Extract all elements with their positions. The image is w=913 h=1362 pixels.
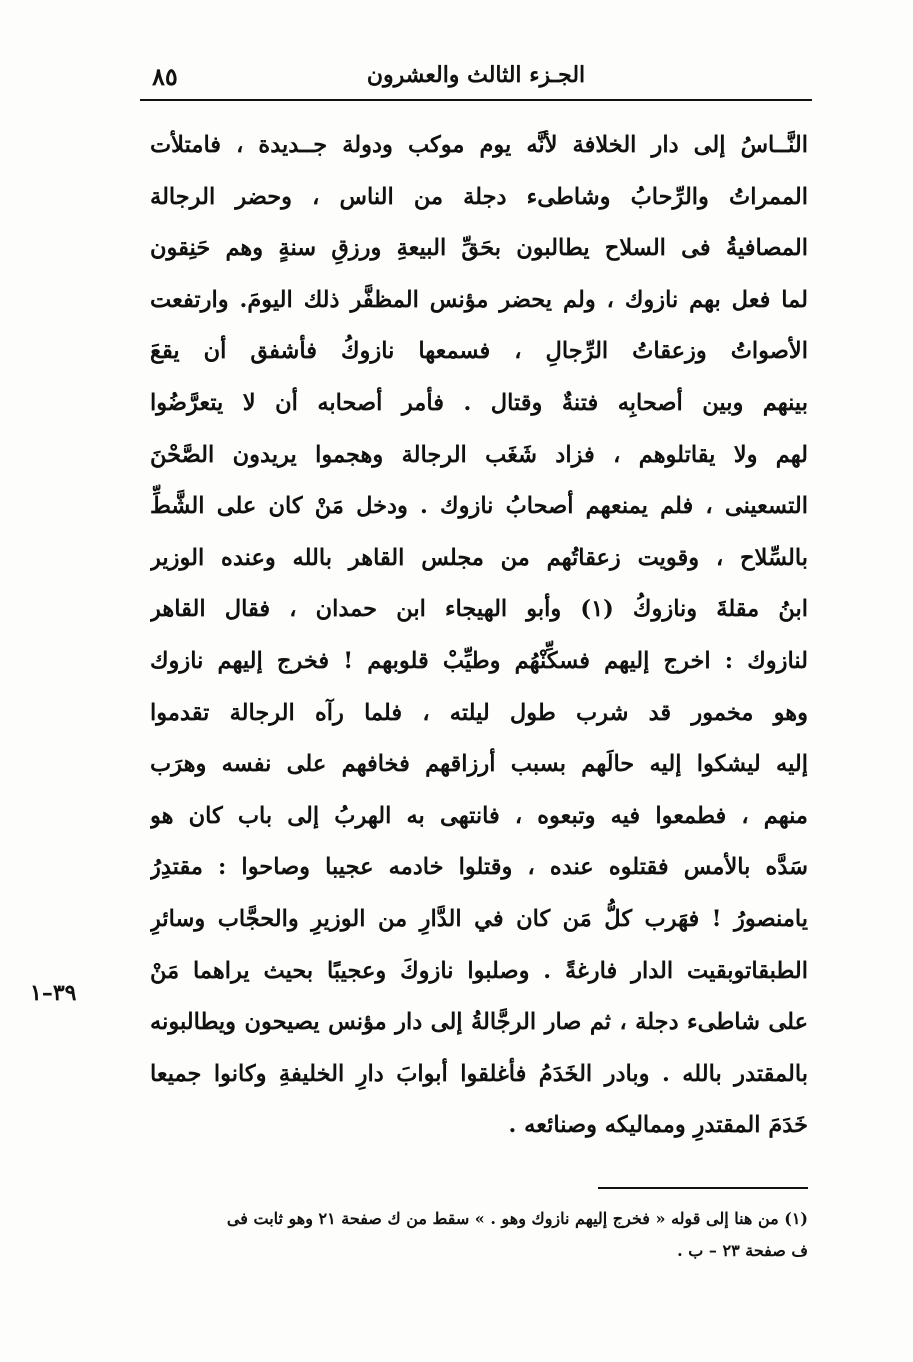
text-line: الأصواتُ وزعقاتُ الرِّجالِ ، فسمعها نازوكُ فأشفق أن يقعَ xyxy=(150,338,808,365)
footnote-line: ف صفحة ٢٣ – ب . xyxy=(677,1241,808,1260)
text-line: بينهم وبين أصحابِه فتنةٌ وقتال . فأمر أصحابه أن لا يتعرَّضُوا xyxy=(150,389,808,416)
text-line: يامنصورُ ! فهَرب كلُّ مَن كان في الدَّارِ من الوزيرِ والحجَّاب وسائرِ xyxy=(150,905,808,932)
text-line: لهم ولا يقاتلوهم ، فزاد شَغَب الرجالة وهجموا يريدون الصَّحْنَ xyxy=(150,441,808,468)
page-header xyxy=(140,52,812,98)
text-line: وهو مخمور قد شرب طول ليلته ، فلما رآه الرجالة تقدموا xyxy=(150,699,808,726)
text-line: إليه ليشكوا إليه حالَهم بسبب أرزاقهم فخافهم على نفسه وهرَب xyxy=(150,751,808,778)
text-line: الممراتُ والرِّحابُ وشاطىء دجلة من الناس ، وحضر الرجالة xyxy=(150,183,808,210)
footnote-rule xyxy=(598,1187,808,1189)
text-line: الطبقاتوبقيت الدار فارغةً . وصلبوا نازوكَ وعجيبًا بحيث يراهما مَنْ xyxy=(150,957,808,984)
text-line: المصافيةُ فى السلاح يطالبون بحَقِّ البيعةِ ورزقِ سنةٍ وهم حَنِقون xyxy=(150,235,808,262)
running-title: الجـزء الثالث والعشرون xyxy=(366,62,586,88)
margin-folio-note: ٣٩–١ xyxy=(30,980,77,1006)
text-line: بالمقتدر بالله . وبادر الخَدَمُ فأغلقوا أبوابَ دارِ الخليفةِ وكانوا جميعا xyxy=(150,1060,808,1087)
text-line: سَدَّه بالأمس فقتلوه عنده ، وقتلوا خادمه عجيبا وصاحوا : مقتدِرُ xyxy=(150,854,808,881)
text-line: النَّــاسُ إلى دار الخلافة لأنَّه يوم موكب ودولة جــديدة ، فامتلأت xyxy=(150,132,808,158)
text-line: على شاطىء دجلة ، ثم صار الرجَّالةُ إلى دار مؤنس يصيحون ويطالبونه xyxy=(150,1009,808,1036)
text-line: منهم ، فطمعوا فيه وتبعوه ، فانتهى به الهربُ إلى باب كان هو xyxy=(150,802,808,829)
text-line: خَدَمَ المقتدرِ ومماليكه وصنائعه . xyxy=(508,1112,808,1139)
body-text xyxy=(150,120,808,1152)
text-line: لنازوك : اخرج إليهم فسكِّنْهُم وطيِّبْ قلوبهم ! فخرج إليهم نازوك xyxy=(150,647,808,674)
footnotes xyxy=(150,1203,808,1267)
header-rule xyxy=(140,99,812,101)
page-number: ٨٥ xyxy=(152,62,178,91)
text-line: التسعينى ، فلم يمنعهم أصحابُ نازوك . ودخل مَنْ كان على الشَّطِّ xyxy=(150,493,808,520)
text-line: بالسِّلاح ، وقويت زعقاتُهم من مجلس القاهر بالله وعنده الوزير xyxy=(150,544,808,571)
text-line: ابنُ مقلةَ ونازوكُ (١) وأبو الهيجاء ابن حمدان ، فقال القاهر xyxy=(150,596,808,623)
footnote-line: (١) من هنا إلى قوله « فخرج إليهم نازوك وهو . » سقط من ك صفحة ٢١ وهو ثابت فى xyxy=(226,1209,808,1228)
text-line: لما فعل بهم نازوك ، ولم يحضر مؤنس المظفَّر ذلك اليومَ. وارتفعت xyxy=(150,286,808,313)
